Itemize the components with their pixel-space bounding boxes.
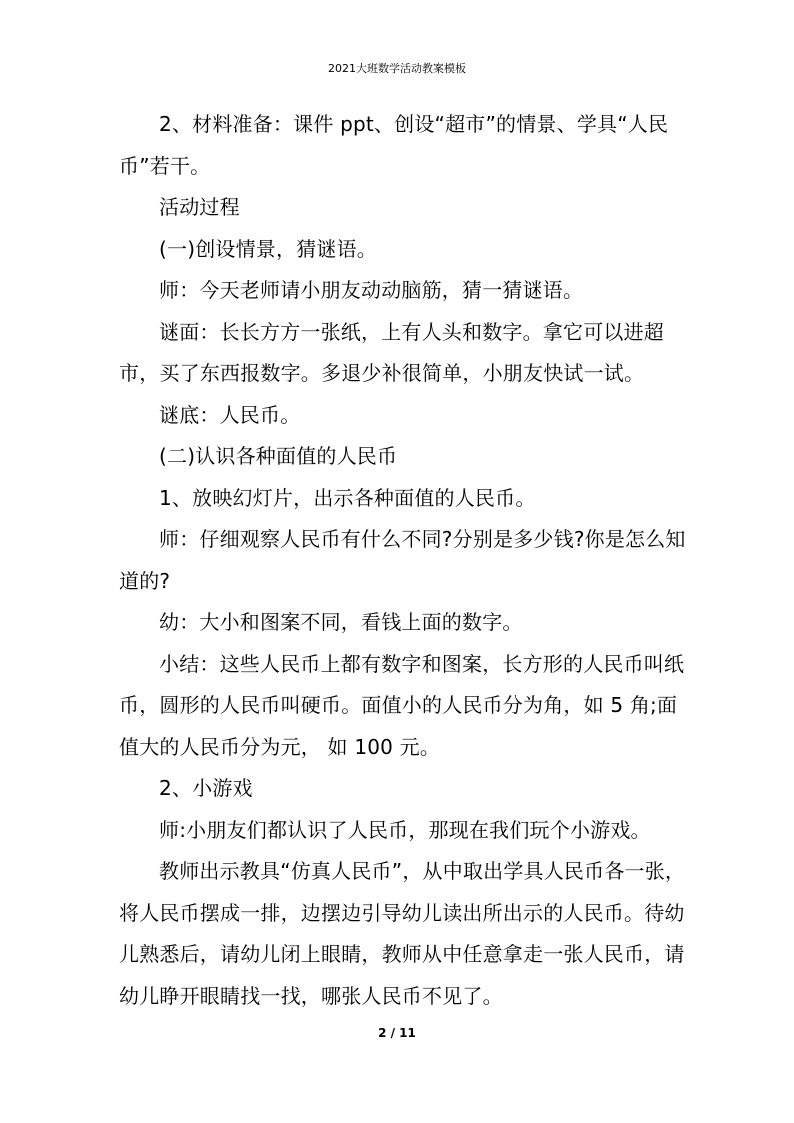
paragraph-teacher-riddle-intro: 师：今天老师请小朋友动动脑筋，猜一猜谜语。: [159, 278, 584, 302]
paragraph-section-one: (一)创设情景，猜谜语。: [159, 236, 378, 261]
paragraph-section-two: (二)认识各种面值的人民币: [159, 444, 398, 468]
paragraph-materials: 2、材料准备：课件 ppt、创设“超市”的情景、学具“人民币”若干。: [119, 112, 669, 178]
page-header: 2021大班数学活动教案模板: [328, 62, 466, 75]
paragraph-game-intro: 师:小朋友们都认识了人民币，那现在我们玩个小游戏。: [159, 817, 651, 842]
paragraph-child-answer: 幼：大小和图案不同，看钱上面的数字。: [159, 610, 523, 634]
document-body: [119, 104, 687, 1017]
paragraph-riddle-answer: 谜底：人民币。: [159, 402, 301, 427]
paragraph-game-rules: 教师出示教具“仿真人民币”，从中取出学具人民币各一张，将人民币摆成一排，边摆边引导幼儿读出所出示的人民币。待幼儿熟悉后，请幼儿闭上眼睛，教师从中任意拿走一张人民币，请幼儿睁开眼睛找一找，哪张人民币不见了。: [119, 859, 686, 1008]
paragraph-summary: 小结：这些人民币上都有数字和图案，长方形的人民币叫纸币，圆形的人民币叫硬币。面值小的人民币分为角，如 5 角;面值大的人民币分为元， 如 100 元。: [119, 651, 685, 759]
paragraph-slideshow: 1、放映幻灯片，出示各种面值的人民币。: [159, 485, 536, 510]
paragraph-activity-heading: 活动过程: [159, 195, 240, 219]
paragraph-game-heading: 2、小游戏: [159, 776, 253, 800]
page-number: 2 / 11: [378, 1026, 416, 1040]
paragraph-teacher-question: 师：仔细观察人民币有什么不同?分别是多少钱?你是怎么知道的?: [119, 527, 686, 593]
paragraph-riddle-question: 谜面：长长方方一张纸，上有人头和数字。拿它可以进超市，买了东西报数字。多退少补很简单，小朋友快试一试。: [119, 319, 664, 385]
